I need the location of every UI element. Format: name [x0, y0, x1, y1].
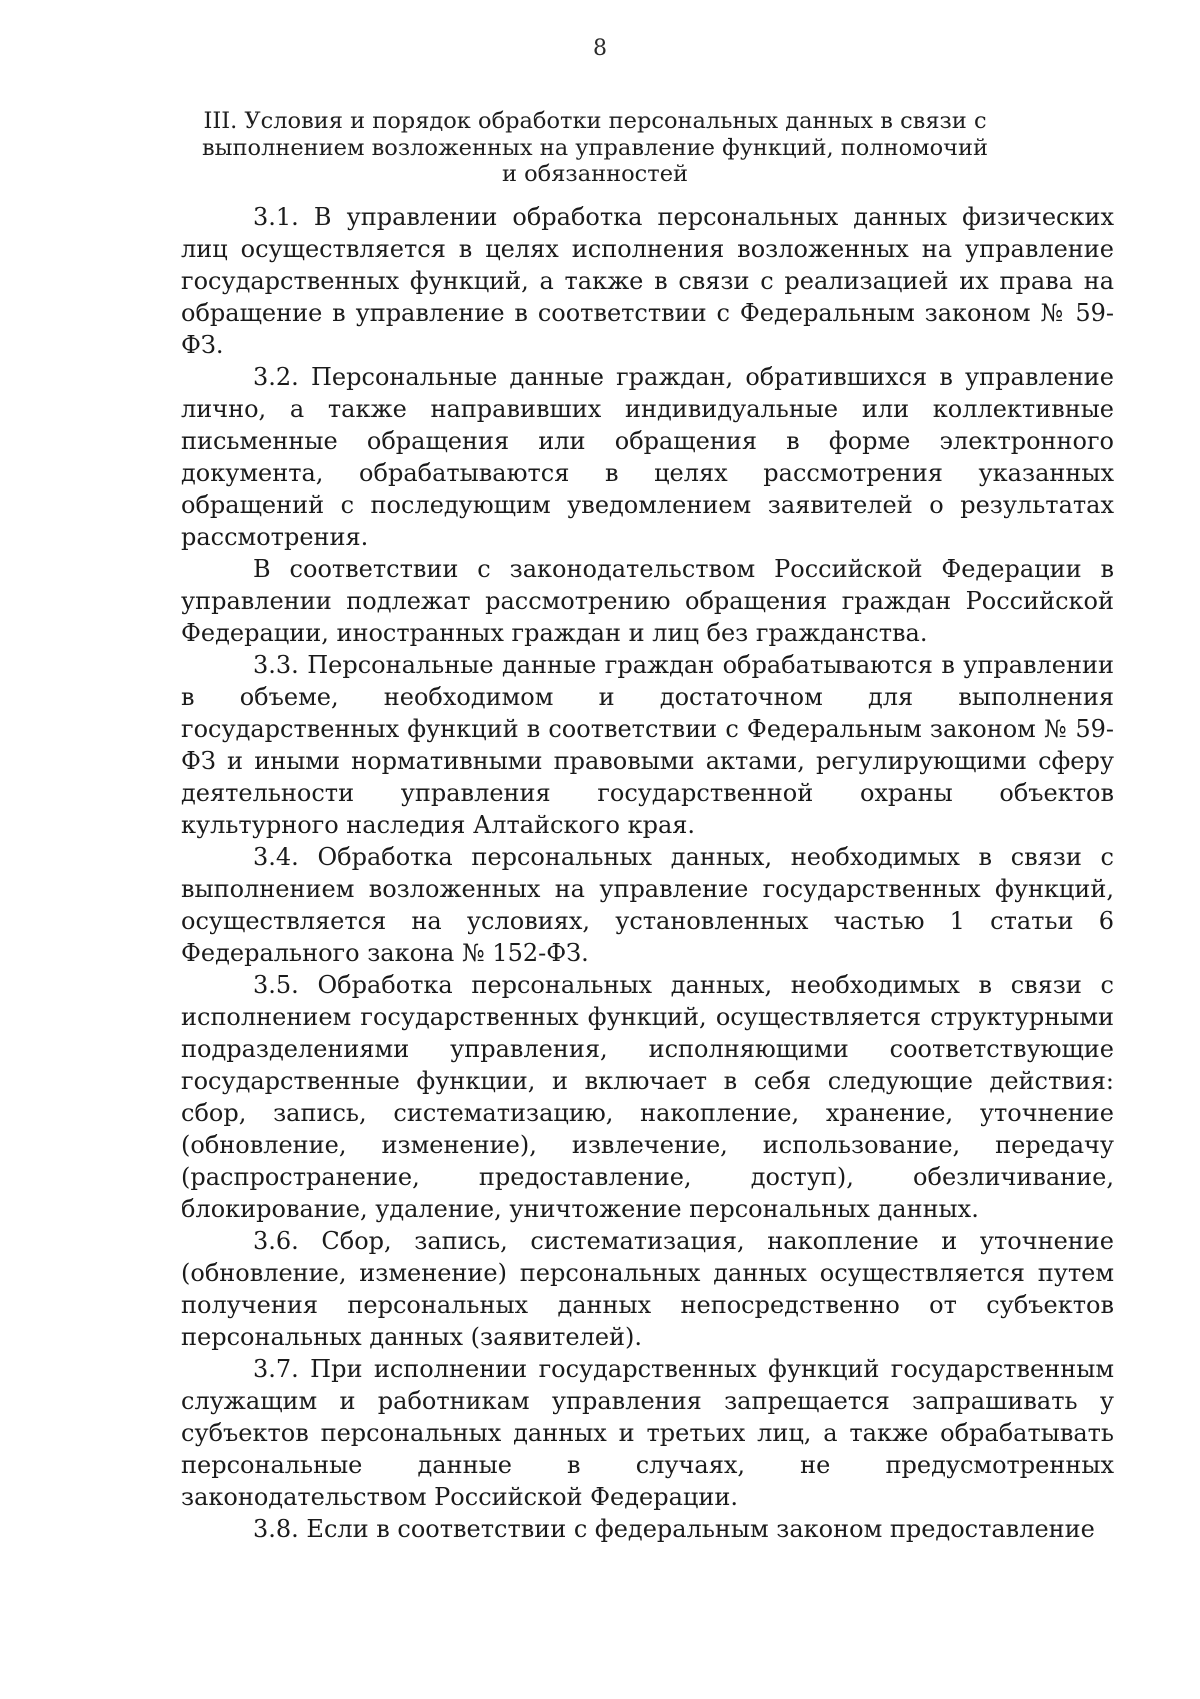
page-number: 8	[593, 36, 607, 61]
paragraph-3-1: 3.1. В управлении обработка персональных данных физических лиц осуществляется в целях исполнения возложенных на управление государственных функций, а также в связи с реализацией их права на обращение в управление в соответствии с Федеральным законом № 59-ФЗ.	[181, 203, 1114, 359]
paragraph-3-4: 3.4. Обработка персональных данных, необходимых в связи с выполнением возложенных на управление государственных функций, осуществляется на условиях, установленных частью 1 статьи 6 Федерального закона № 152-ФЗ.	[181, 843, 1114, 967]
paragraph-3-8: 3.8. Если в соответствии с федеральным законом предоставление	[253, 1515, 1095, 1543]
paragraph-3-6: 3.6. Сбор, запись, систематизация, накопление и уточнение (обновление, изменение) персональных данных осуществляется путем получения персональных данных непосредственно от субъектов персональных данных (заявителей).	[181, 1227, 1114, 1351]
paragraph-3-5: 3.5. Обработка персональных данных, необходимых в связи с исполнением государственных функций, осуществляется структурными подразделениями управления, исполняющими соответствующие государственные функции, и включает в себя следующие действия: сбор, запись, систематизацию, накопление, хранение, уточнение (обновление, изменение), извлечение, использование, передачу (распространение, предоставление, доступ), обезличивание, блокирование, удаление, уничтожение персональных данных.	[181, 971, 1114, 1223]
paragraph-3-3: 3.3. Персональные данные граждан обрабатываются в управлении в объеме, необходимом и достаточном для выполнения государственных функций в соответствии с Федеральным законом № 59-ФЗ и иными нормативными правовыми актами, регулирующими сферу деятельности управления государственной охраны объектов культурного наследия Алтайского края.	[181, 651, 1114, 839]
paragraph-3-2: 3.2. Персональные данные граждан, обратившихся в управление лично, а также направивших индивидуальные или коллективные письменные обращения или обращения в форме электронного документа, обрабатываются в целях рассмотрения указанных обращений с последующим уведомлением заявителей о результатах рассмотрения.	[181, 363, 1114, 551]
section-title: III. Условия и порядок обработки персональных данных в связи с выполнением возложенных на управление функций, полномочий и обязанностей	[201, 108, 989, 187]
paragraph-3-7: 3.7. При исполнении государственных функций государственным служащим и работникам управления запрещается запрашивать у субъектов персональных данных и третьих лиц, а также обрабатывать персональные данные в случаях, не предусмотренных законодательством Российской Федерации.	[181, 1355, 1114, 1511]
paragraph-legislation: В соответствии с законодательством Российской Федерации в управлении подлежат рассмотрению обращения граждан Российской Федерации, иностранных граждан и лиц без гражданства.	[181, 555, 1114, 647]
document-body	[181, 201, 1114, 1545]
